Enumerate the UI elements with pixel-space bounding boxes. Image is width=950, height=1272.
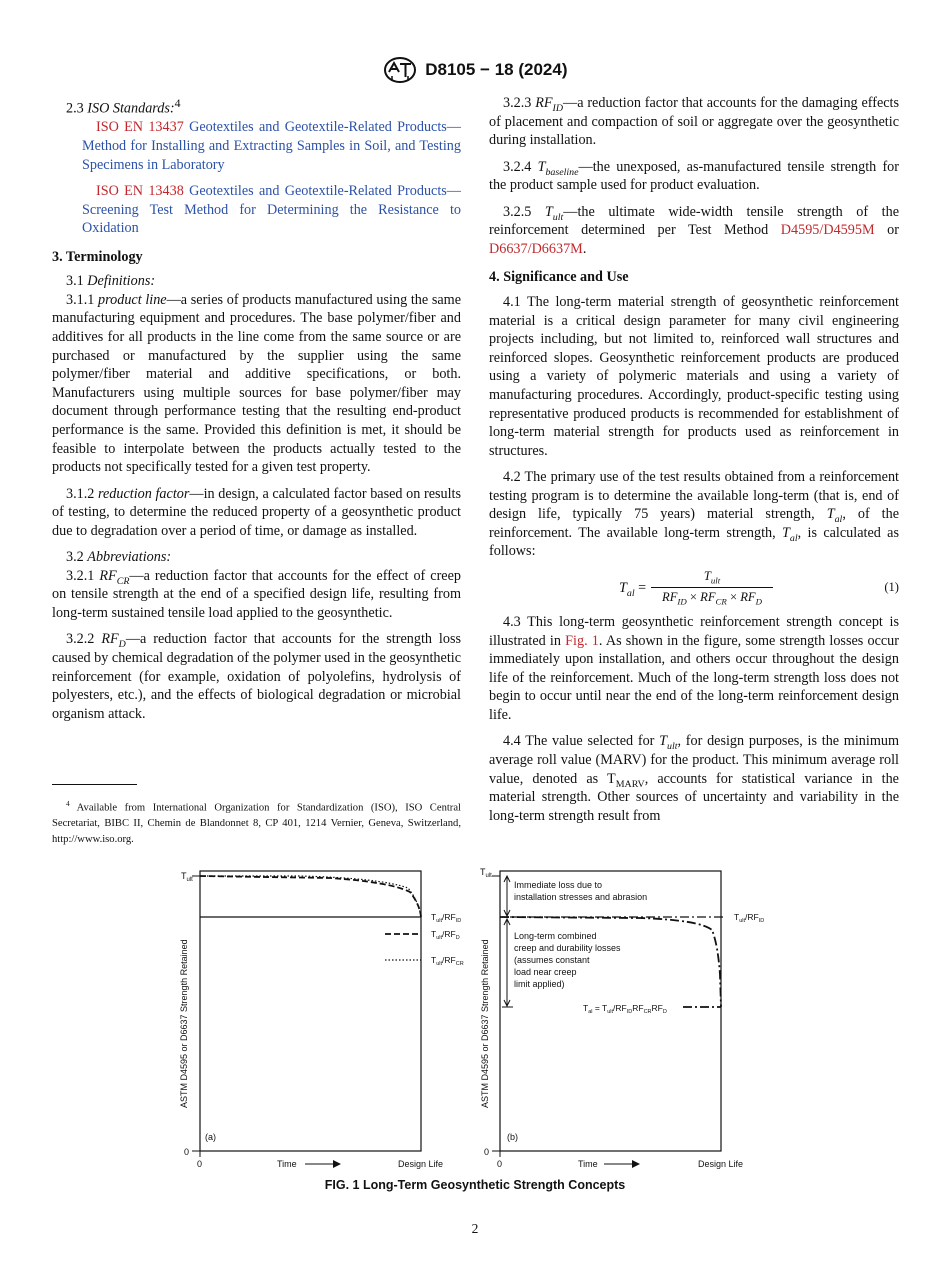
section-3-2-3: 3.2.3 $RF_{ID}—a$ reduction factor that accounts for the damaging effects of placement and compaction of soil or aggregate over the geosynthetic during installation. bbox=[489, 95, 900, 149]
section-3-1-1: 3.1.1 product line—a series of products manufactured using the same manufacturing equipment and procedures. The base polymer/fiber and additives for all products in the line come from the same source or are purchased or manufactured by the supplier using the same polymer/fiber material and additive specifications, or both. Manufacturers using multiple sources for base polymer/fiber may document through performance testing that the resulting end-product performance is the same. Provided this definition is met, it should be feasible to interpolate between the products actually tested to the products not specifically tested for a given test property. bbox=[52, 291, 461, 476]
footnote-4: $^4$ Available from International Organization for Standardization (ISO), ISO Central Secretariat, BIBC II, Chemin de Blandonnet 8, CP 401, 1214 Vernier, Geneva, Switzerland, http://www.iso.org. bbox=[52, 799, 461, 845]
longterm-line5: limit applied) bbox=[514, 979, 565, 989]
section-3-1-2: 3.1.2 reduction factor—in design, a calculated factor based on results of testing, to determine the reduced property of a geosynthetic product due to degradation over a period of time, or damage as installed. bbox=[52, 485, 462, 539]
time-label-a: Time bbox=[277, 1159, 297, 1169]
ref-iso-13437[interactable]: ISO EN 13437 Geotextiles and Geotextile-Related Products—Method for Installing and Extracting Samples in Soil, and Testing Specimens in Laboratory bbox=[82, 119, 461, 173]
section-4-2: 4.2 The primary use of the test results obtained from a reinforcement testing program is to determine the available long-term (that is, end of design life, typically 75 years) material strength, $T_{al}$, of the reinforcement. The available long-term strength, $T_{al}$, is calculated as follows: bbox=[489, 469, 900, 560]
equation-number: (1) bbox=[884, 580, 899, 595]
immediate-loss-line1: Immediate loss due to bbox=[514, 880, 603, 890]
longterm-line1: Long-term combined bbox=[514, 931, 597, 941]
equation-1: $T_{al}$ = $T_{ult}$ $RF_{ID} \times RF_{CR} \times RF_D$ (1) bbox=[619, 569, 899, 607]
tult-rfd-a: $T_{ult}/RF_D$ bbox=[431, 929, 460, 941]
link-d6637[interactable]: D6637/D6637M bbox=[489, 240, 583, 257]
longterm-line2: creep and durability losses bbox=[514, 943, 621, 953]
panel-b bbox=[480, 867, 764, 1169]
tal-formula-b: $T_{al} = T_{ult}/RF_{ID}RF_{CR}RF_D$ bbox=[583, 1003, 667, 1015]
section-2-3: 2.3 ISO Standards:$^4$ bbox=[66, 96, 181, 117]
link-fig-1[interactable]: Fig. 1 bbox=[565, 632, 599, 649]
section-4-3: 4.3 This long-term geosynthetic reinforcement strength concept is illustrated in Fig. 1. As shown in the figure, some strength losses occur immediately upon installation, and others occur throughout the design life of the reinforcement. Much of the long-term strength loss does not begin to occur until near the end of the long-term reinforcement design life. bbox=[489, 614, 899, 724]
immediate-loss-line2: installation stresses and abrasion bbox=[514, 892, 648, 902]
section-3-1: 3.1 Definitions: bbox=[66, 273, 156, 290]
panel-b-label: (b) bbox=[507, 1132, 518, 1142]
link-d4595[interactable]: D4595/D4595M bbox=[780, 222, 875, 239]
ylabel-b: ASTM D4595 or D6637 Strength Retained bbox=[480, 939, 490, 1108]
section-3-2-5: 3.2.5 $T_{ult}—the$ ultimate wide-width tensile strength of the reinforcement determined per Test Method D4595/D4595M or D6637/D6637M. bbox=[489, 203, 899, 257]
panel-a bbox=[179, 871, 464, 1169]
longterm-line3: (assumes constant bbox=[514, 955, 590, 965]
longterm-line4: load near creep bbox=[514, 967, 577, 977]
arrow-icon bbox=[333, 1160, 341, 1168]
time-label-b: Time bbox=[578, 1159, 598, 1169]
arrow-icon bbox=[632, 1160, 640, 1168]
figure-caption: FIG. 1 Long-Term Geosynthetic Strength Concepts bbox=[324, 1178, 626, 1192]
page-header bbox=[0, 56, 950, 84]
tult-rfcr-a: $T_{ult}/RF_{CR}$ bbox=[431, 955, 464, 967]
astm-logo-icon bbox=[383, 56, 417, 84]
section-3-2-1: 3.2.1 $RF_{CR}—a$ reduction factor that accounts for the effect of creep on tensile strength at the end of a specified design life, resulting from long-term sustained tensile load applied to the geosynthetic. bbox=[52, 567, 461, 621]
designation: D8105 − 18 (2024) bbox=[425, 60, 568, 79]
zero-y-a: 0 bbox=[184, 1147, 190, 1157]
zero-x-b: 0 bbox=[497, 1159, 503, 1169]
figure-1 bbox=[0, 862, 950, 1172]
left-column bbox=[52, 94, 461, 731]
right-column bbox=[489, 94, 899, 833]
section-4-4: 4.4 The value selected for $T_{ult}$, for design purposes, is the minimum average roll value (MARV) for the product. This minimum average roll value, denoted as $T_{MARV}$, accounts for statistical variance in the material strength. Other sources of uncertainty and variability in the long-term strength result from bbox=[489, 733, 899, 824]
section-4-heading: 4. Significance and Use bbox=[489, 269, 629, 286]
tult-rfid-a: $T_{ult}/RF_{ID}$ bbox=[431, 912, 462, 924]
tult-label-b: $T_{ult}$ bbox=[480, 867, 492, 879]
tult-label-a: $T_{ult}$ bbox=[181, 871, 193, 883]
section-3-2-4: 3.2.4 $T_{baseline}—the$ unexposed, as-manufactured tensile strength for the product sample used for product evaluation. bbox=[489, 158, 900, 194]
section-3-2: 3.2 Abbreviations: bbox=[66, 549, 172, 566]
section-3-2-2: 3.2.2 $RF_D—a$ reduction factor that accounts for the strength loss caused by chemical degradation of the polymer used in the geosynthetic reinforcement (for example, oxidation of polyolefins, hydrolysis of polyesters, etc.), and the effects of biological degradation or microbial organism attack. bbox=[52, 631, 461, 722]
panel-a-label: (a) bbox=[205, 1132, 216, 1142]
design-life-a: Design Life bbox=[398, 1159, 444, 1169]
ref-iso-13438[interactable]: ISO EN 13438 Geotextiles and Geotextile-Related Products—Screening Test Method for Determining the Resistance to Oxidation bbox=[82, 182, 461, 237]
footnote-rule bbox=[52, 784, 137, 785]
zero-x-a: 0 bbox=[197, 1159, 203, 1169]
ylabel-a: ASTM D4595 or D6637 Strength Retained bbox=[179, 939, 189, 1108]
zero-y-b: 0 bbox=[484, 1147, 490, 1157]
section-3-heading: 3. Terminology bbox=[52, 248, 143, 265]
tult-rfid-b: $T_{ult}/RF_{ID}$ bbox=[734, 912, 765, 924]
section-4-1: 4.1 The long-term material strength of geosynthetic reinforcement material is a critical design parameter for many civil engineering projects including, but not limited to, reinforced wall structures and reinforced slopes. Geosynthetic reinforcement products are produced using a variety of polymeric materials and using a variety of manufacturing procedures. Accordingly, product-specific testing using representative produced products is recommended for establishment of long-term material strength for products used as reinforcement in structures. bbox=[489, 293, 899, 459]
page-number: 2 bbox=[471, 1221, 479, 1236]
design-life-b: Design Life bbox=[698, 1159, 744, 1169]
footnote-ref[interactable]: 4 bbox=[174, 96, 181, 110]
